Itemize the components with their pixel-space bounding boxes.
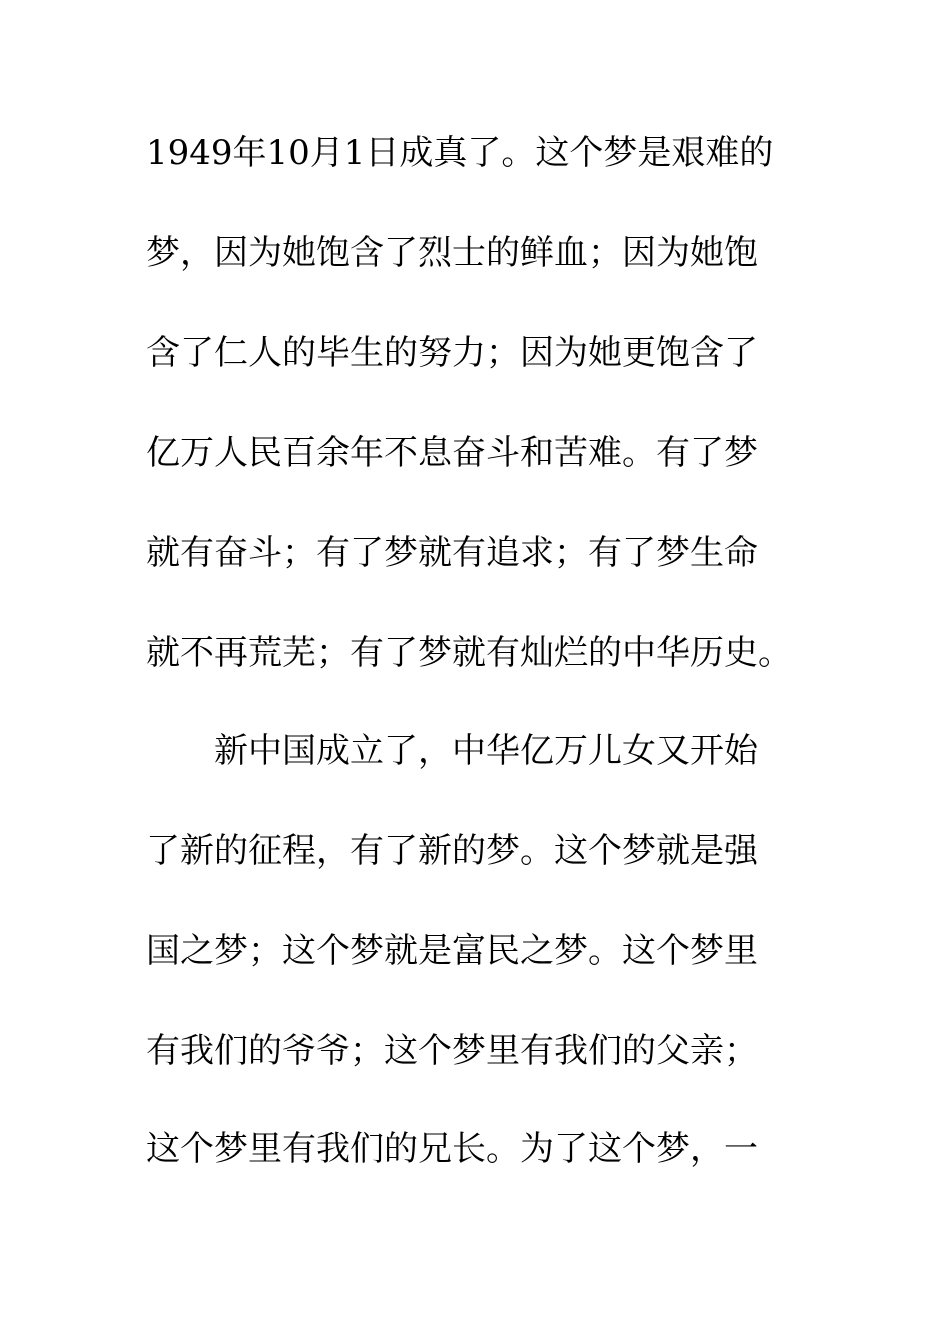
text-line: 就有奋斗；有了梦就有追求；有了梦生命 <box>146 533 758 573</box>
text-line: 有我们的爷爷；这个梦里有我们的父亲； <box>146 1031 758 1071</box>
text-line: 就不再荒芜；有了梦就有灿烂的中华历史。 <box>146 633 792 673</box>
text-line: 这个梦里有我们的兄长。为了这个梦，一 <box>146 1129 758 1169</box>
text-line: 含了仁人的毕生的努力；因为她更饱含了 <box>146 333 758 373</box>
paragraph-start-line: 新中国成立了，中华亿万儿女又开始 <box>214 731 758 771</box>
text-line: 了新的征程，有了新的梦。这个梦就是强 <box>146 831 758 871</box>
text-line: 梦，因为她饱含了烈士的鲜血；因为她饱 <box>146 233 758 273</box>
text-line: 亿万人民百余年不息奋斗和苦难。有了梦 <box>146 433 758 473</box>
text-line: 国之梦；这个梦就是富民之梦。这个梦里 <box>146 931 758 971</box>
text-line: 1949年10月1日成真了。这个梦是艰难的 <box>146 133 774 173</box>
